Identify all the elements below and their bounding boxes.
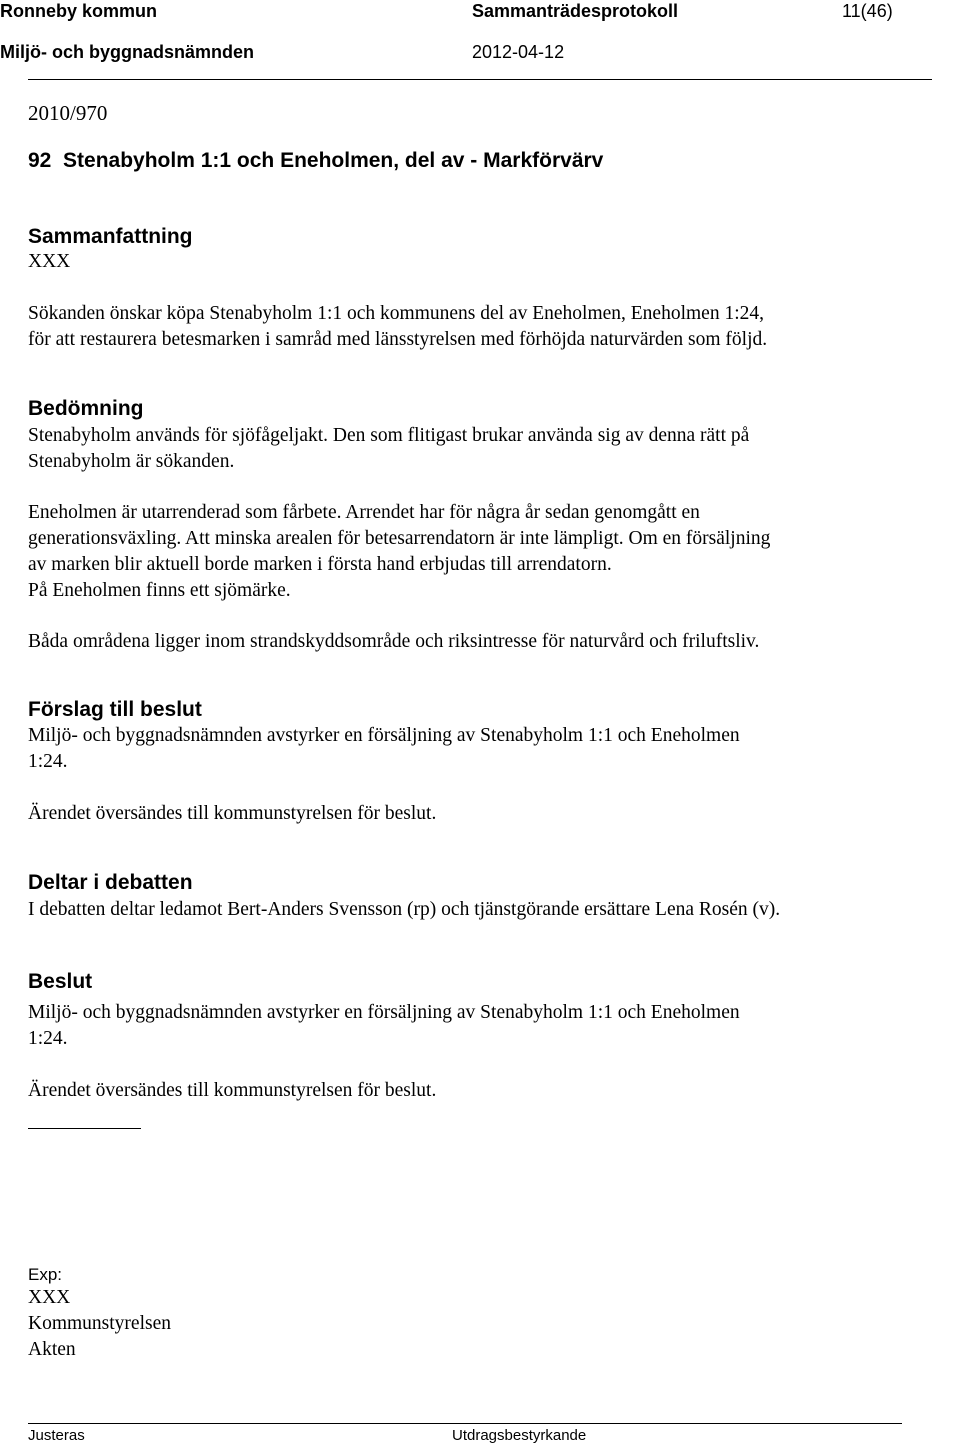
signature-line bbox=[28, 1128, 141, 1129]
bedomning-p1-line-2: Stenabyholm är sökanden. bbox=[28, 451, 235, 472]
case-title bbox=[28, 149, 603, 173]
document-type: Sammanträdesprotokoll bbox=[472, 1, 679, 21]
section-heading-bedomning: Bedömning bbox=[28, 397, 144, 420]
expedition-recipient: Kommunstyrelsen bbox=[28, 1313, 171, 1334]
sammanfattning-line-1: Sökanden önskar köpa Stenabyholm 1:1 och kommunens del av Eneholmen, Eneholmen 1:24, bbox=[28, 303, 764, 324]
municipality-name: Ronneby kommun bbox=[0, 1, 158, 21]
beslut-line-2: 1:24. bbox=[28, 1028, 68, 1049]
beslut-line-1: Miljö- och byggnadsnämnden avstyrker en försäljning av Stenabyholm 1:1 och Eneholmen bbox=[28, 1002, 740, 1023]
bedomning-p1-line-1: Stenabyholm används för sjöfågeljakt. Den som flitigast brukar använda sig av denna rätt på bbox=[28, 425, 750, 446]
page-number: 11(46) bbox=[842, 1, 893, 21]
paragraph-number: 92 bbox=[28, 149, 52, 172]
sammanfattning-ref: XXX bbox=[28, 251, 71, 272]
footer-rule bbox=[28, 1423, 902, 1424]
section-heading-beslut: Beslut bbox=[28, 970, 93, 993]
bedomning-p2-line-4: På Eneholmen finns ett sjömärke. bbox=[28, 580, 291, 601]
footer-utdragsbestyrkande: Utdragsbestyrkande bbox=[452, 1427, 587, 1444]
expedition-recipient: Akten bbox=[28, 1339, 76, 1360]
bedomning-p3: Båda områdena ligger inom strandskyddsområde och riksintresse för naturvård och friluftsliv. bbox=[28, 631, 760, 652]
bedomning-p2-line-3: av marken blir aktuell borde marken i första hand erbjudas till arrendatorn. bbox=[28, 554, 612, 575]
forslag-note: Ärendet översändes till kommunstyrelsen för beslut. bbox=[28, 803, 437, 824]
bedomning-p2-line-1: Eneholmen är utarrenderad som fårbete. Arrendet har för några år sedan genomgått en bbox=[28, 502, 700, 523]
committee-name: Miljö- och byggnadsnämnden bbox=[0, 42, 255, 62]
forslag-line-1: Miljö- och byggnadsnämnden avstyrker en försäljning av Stenabyholm 1:1 och Eneholmen bbox=[28, 725, 740, 746]
section-heading-forslag: Förslag till beslut bbox=[28, 698, 202, 721]
sammanfattning-line-2: för att restaurera betesmarken i samråd med länsstyrelsen med förhöjda naturvärden som följd. bbox=[28, 329, 768, 350]
case-number: 2010/970 bbox=[28, 101, 108, 125]
bedomning-p2-line-2: generationsväxling. Att minska arealen för betesarrendatorn är inte lämpligt. Om en försäljning bbox=[28, 528, 771, 549]
expedition-recipient: XXX bbox=[28, 1287, 71, 1308]
case-title-text: Stenabyholm 1:1 och Eneholmen, del av - Markförvärv bbox=[63, 149, 604, 172]
expedition-label: Exp: bbox=[28, 1265, 63, 1284]
section-heading-sammanfattning: Sammanfattning bbox=[28, 225, 193, 248]
meeting-date: 2012-04-12 bbox=[472, 42, 565, 62]
section-heading-debatt: Deltar i debatten bbox=[28, 871, 193, 894]
footer-justeras: Justeras bbox=[28, 1427, 85, 1444]
debatt-text: I debatten deltar ledamot Bert-Anders Svensson (rp) och tjänstgörande ersättare Lena Rosén (v). bbox=[28, 899, 781, 920]
forslag-line-2: 1:24. bbox=[28, 751, 68, 772]
beslut-note: Ärendet översändes till kommunstyrelsen för beslut. bbox=[28, 1080, 437, 1101]
header-rule bbox=[28, 79, 932, 80]
